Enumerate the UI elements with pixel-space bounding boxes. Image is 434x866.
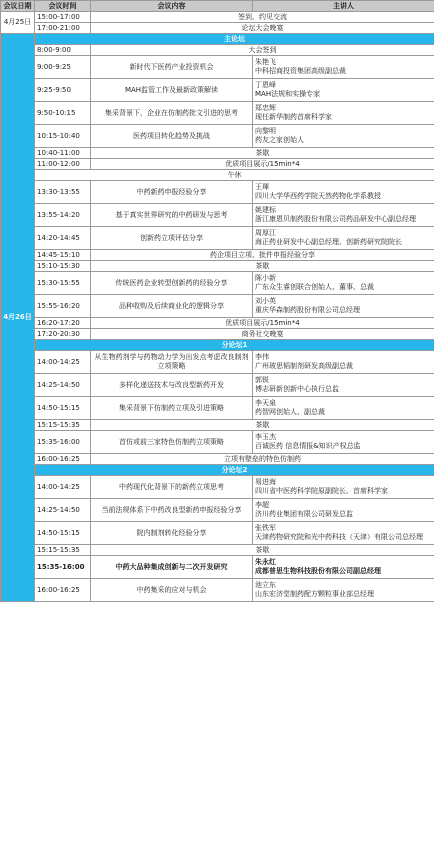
session-cell: 论坛大会晚宴 [91,23,434,34]
topic-cell: 集采背景下仿制药立项及引进策略 [91,397,253,420]
time-cell: 14:00-14:25 [35,351,91,374]
topic-cell: 医药项目转化趋势及挑战 [91,125,253,148]
table-row [1,148,434,159]
time-cell: 14:20-14:45 [35,227,91,250]
speaker-cell [253,522,434,545]
speaker-title: 中科招商投资集团高级副总裁 [255,67,346,75]
table-row [1,522,434,545]
session-cell: 优质项目展示/15min*4 [91,159,434,170]
speaker-title: 山东宏济堂制药配方颗粒事业部总经理 [255,590,374,598]
time-cell: 13:30-13:55 [35,181,91,204]
speaker-cell [253,181,434,204]
session-cell: 茶歇 [91,261,434,272]
table-row [1,227,434,250]
time-cell: 17:00-21:00 [35,23,91,34]
table-row [1,181,434,204]
speaker-name: 朱永红 [255,558,276,566]
topic-cell: 创新药立项评估分享 [91,227,253,250]
table-row [1,125,434,148]
speaker-name: 张铁军 [255,524,276,532]
speaker-title: 海正药业研发中心副总经理、创新药研究院院长 [255,238,402,246]
time-cell: 9:25-9:50 [35,79,91,102]
speaker-cell [253,227,434,250]
time-cell: 15:15-15:35 [35,545,91,556]
speaker-title: 浙江康恩贝制药股份有限公司药品研发中心副总经理 [255,215,416,223]
topic-cell: 院内制剂转化经验分享 [91,522,253,545]
time-cell: 15:35-16:00 [35,556,91,579]
speaker-name: 李玉杰 [255,433,276,441]
section-title: 分论坛1 [35,340,434,351]
session-cell: 茶歇 [91,420,434,431]
time-cell: 10:15-10:40 [35,125,91,148]
agenda-body [1,12,434,602]
table-row [1,431,434,454]
table-row [1,579,434,602]
time-cell: 15:00-17:00 [35,12,91,23]
section-title: 主论坛 [35,34,434,45]
session-cell: 大会签到 [91,45,434,56]
header-content: 会议内容 [91,1,253,12]
speaker-name: 朱艳飞 [255,58,276,66]
speaker-cell [253,295,434,318]
table-row [1,159,434,170]
table-row [1,261,434,272]
session-cell: 签到、约见交流 [91,12,434,23]
table-row [1,272,434,295]
speaker-title: 广东众生睿创联合创始人、董事、总裁 [255,283,374,291]
speaker-cell [253,476,434,499]
time-cell: 15:30-15:55 [35,272,91,295]
topic-cell: 新时代下医药产业投资机会 [91,56,253,79]
table-row [1,329,434,340]
speaker-title: 药智网创始人、副总裁 [255,408,325,416]
session-cell: 商务社交晚宴 [91,329,434,340]
topic-cell: 中药现代化背景下的新药立项思考 [91,476,253,499]
speaker-cell [253,102,434,125]
header-date: 会议日期 [1,1,35,12]
speaker-cell [253,79,434,102]
table-row [1,295,434,318]
table-row [1,45,434,56]
speaker-title: 成都普思生物科技股份有限公司副总经理 [255,567,381,575]
speaker-name: 刘小英 [255,297,276,305]
time-cell: 16:20-17:20 [35,318,91,329]
session-cell: 茶歇 [91,545,434,556]
table-row [1,79,434,102]
speaker-name: 李超 [255,501,269,509]
speaker-name: 郭锐 [255,376,269,384]
time-cell: 9:50-10:15 [35,102,91,125]
table-row [1,170,434,181]
topic-cell: 中药集采的应对与机会 [91,579,253,602]
topic-cell: 基于真实世界研究的中药研发与思考 [91,204,253,227]
speaker-name: 周厚江 [255,229,276,237]
topic-cell: 从生物药剂学与药物动力学为出发点考虑改良制剂立项策略 [91,351,253,374]
table-row [1,318,434,329]
speaker-cell [253,272,434,295]
table-row [1,545,434,556]
table-row [1,556,434,579]
speaker-cell [253,579,434,602]
table-row [1,397,434,420]
topic-cell: 首仿或前三家特色仿制药立项策略 [91,431,253,454]
time-cell: 13:55-14:20 [35,204,91,227]
sub-forum-1-header [1,340,434,351]
speaker-name: 向黎明 [255,127,276,135]
table-row [1,56,434,79]
table-row [1,454,434,465]
time-cell: 16:00-16:25 [35,579,91,602]
speaker-title: 现任新华制药首席科学家 [255,113,332,121]
table-row [1,204,434,227]
session-cell: 优质项目展示/15min*4 [91,318,434,329]
topic-cell: MAH监管工作及最新政策解读 [91,79,253,102]
time-cell: 9:00-9:25 [35,56,91,79]
speaker-title: 四川省中医药科学院原副院长、首席科学家 [255,487,388,495]
session-cell: 茶歇 [91,148,434,159]
time-cell: 14:25-14:50 [35,499,91,522]
topic-cell: 中药大品种集成创新与二次开发研究 [91,556,253,579]
speaker-title: 重庆华森制药股份有限公司总经理 [255,306,360,314]
table-row [1,374,434,397]
speaker-name: 陈小新 [255,274,276,282]
speaker-name: 姚建标 [255,206,276,214]
speaker-cell [253,374,434,397]
speaker-title: 百诚医药 信息情报&知识产权总监 [255,442,361,450]
table-row [1,102,434,125]
speaker-title: 四川大学华西药学院天然药物化学系教授 [255,192,381,200]
header-time: 会议时间 [35,1,91,12]
speaker-name: 李伟 [255,353,269,361]
speaker-cell [253,56,434,79]
date-cell-day2: 4月26日 [1,34,35,602]
speaker-cell [253,431,434,454]
table-row [1,499,434,522]
speaker-name: 易进海 [255,478,276,486]
time-cell: 17:20-20:30 [35,329,91,340]
session-cell: 立项有壁垒的特色仿制药 [91,454,434,465]
time-cell: 14:25-14:50 [35,374,91,397]
time-cell: 8:00-9:00 [35,45,91,56]
time-cell: 10:40-11:00 [35,148,91,159]
time-cell: 15:15-15:35 [35,420,91,431]
speaker-title: 药友之家创始人 [255,136,304,144]
speaker-title: 广州玻思韬制剂研发高级副总裁 [255,362,353,370]
speaker-cell [253,397,434,420]
speaker-title: 博志研新创新中心执行总监 [255,385,339,393]
speaker-name: 池立东 [255,581,276,589]
speaker-cell [253,499,434,522]
speaker-cell [253,204,434,227]
header-speaker: 主讲人 [253,1,434,12]
table-row [1,23,434,34]
speaker-cell [253,125,434,148]
time-cell: 15:10-15:30 [35,261,91,272]
time-cell: 15:35-16:00 [35,431,91,454]
time-cell: 11:00-12:00 [35,159,91,170]
session-cell: 药企项目立项、批件申报经验分享 [91,250,434,261]
topic-cell: 传统医药企业转型创新药的经验分享 [91,272,253,295]
time-cell: 14:00-14:25 [35,476,91,499]
speaker-name: 郑忠辉 [255,104,276,112]
speaker-cell [253,351,434,374]
table-row [1,250,434,261]
sub-forum-2-header [1,465,434,476]
topic-cell: 当前法规体系下中药改良型新药申报经验分享 [91,499,253,522]
speaker-cell [253,556,434,579]
main-forum-header [1,34,434,45]
topic-cell: 集采背景下，企业在仿制药批文引进的思考 [91,102,253,125]
session-cell: 午休 [35,170,434,181]
time-cell: 16:00-16:25 [35,454,91,465]
table-row [1,476,434,499]
table-row [1,12,434,23]
date-cell-day1: 4月25日 [1,12,35,34]
speaker-name: 李天泉 [255,399,276,407]
time-cell: 14:50-15:15 [35,397,91,420]
table-row [1,420,434,431]
topic-cell: 品种收购及后续商业化的逻辑分享 [91,295,253,318]
topic-cell: 中药新药申报经验分享 [91,181,253,204]
speaker-title: 天津药物研究院和光中药科技（天津）有限公司总经理 [255,533,423,541]
time-cell: 14:45-15:10 [35,250,91,261]
topic-cell: 多样化递送技术与改良型新药开发 [91,374,253,397]
speaker-name: 丁恩峰 [255,81,276,89]
speaker-title: 济川药业集团有限公司研发总监 [255,510,353,518]
time-cell: 14:50-15:15 [35,522,91,545]
speaker-title: MAH法规和实操专家 [255,90,321,98]
table-row [1,351,434,374]
time-cell: 15:55-16:20 [35,295,91,318]
header-row [1,1,434,12]
speaker-name: 王琿 [255,183,269,191]
section-title: 分论坛2 [35,465,434,476]
